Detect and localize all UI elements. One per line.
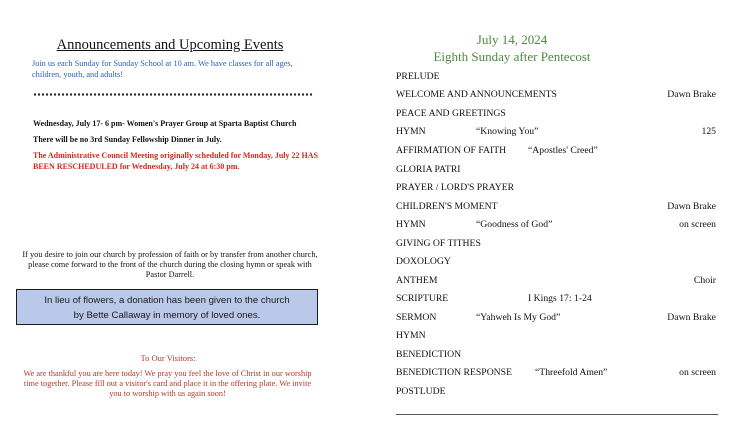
service-occasion: Eighth Sunday after Pentecost bbox=[433, 49, 591, 64]
order-row bbox=[396, 330, 716, 344]
order-item: BENEDICTION bbox=[396, 349, 462, 360]
order-item: CHILDREN'S MOMENT bbox=[396, 201, 498, 212]
order-row bbox=[396, 201, 716, 215]
order-display: on screen bbox=[679, 219, 716, 230]
order-row bbox=[396, 293, 716, 307]
order-row bbox=[396, 256, 716, 270]
order-leader: Dawn Brake bbox=[667, 201, 716, 212]
dotted-divider bbox=[33, 93, 313, 96]
order-item: GIVING OF TITHES bbox=[396, 238, 481, 249]
order-item: POSTLUDE bbox=[396, 386, 446, 397]
order-detail: I Kings 17: 1-24 bbox=[528, 293, 592, 304]
flowers-line-1: In lieu of flowers, a donation has been given to the church bbox=[44, 295, 290, 306]
join-church-text: If you desire to join our church by profession of faith or by transfer from another church, please come forward to the front of the church during the closing hymn or speak with Pastor Darrell. bbox=[22, 250, 318, 279]
order-leader: Choir bbox=[693, 275, 716, 286]
order-row bbox=[396, 145, 716, 159]
order-item: HYMN bbox=[396, 219, 426, 230]
order-row bbox=[396, 367, 716, 381]
event-no-fellowship-dinner: There will be no 3rd Sunday Fellowship Dinner in July. bbox=[33, 135, 222, 144]
order-item: WELCOME AND ANNOUNCEMENTS bbox=[396, 89, 557, 100]
order-item: BENEDICTION RESPONSE bbox=[396, 367, 512, 378]
service-date: July 14, 2024 bbox=[476, 32, 548, 47]
order-row bbox=[396, 238, 716, 252]
order-row bbox=[396, 219, 716, 233]
council-meeting-notice: The Administrative Council Meeting originally scheduled for Monday, July 22 HAS BEEN RESCHEDULED for Wednesday, July 24 at 6:30 pm. bbox=[33, 151, 318, 171]
order-leader: Dawn Brake bbox=[667, 312, 716, 323]
order-display: on screen bbox=[679, 367, 716, 378]
order-item: HYMN bbox=[396, 330, 426, 341]
order-row bbox=[396, 89, 716, 103]
order-item: PRELUDE bbox=[396, 71, 440, 82]
order-detail: “Knowing You” bbox=[476, 126, 539, 137]
order-item: AFFIRMATION OF FAITH bbox=[396, 145, 507, 156]
order-leader: Dawn Brake bbox=[667, 89, 716, 100]
order-item: PEACE AND GREETINGS bbox=[396, 108, 506, 119]
event-womens-prayer: Wednesday, July 17- 6 pm- Women's Prayer Group at Sparta Baptist Church bbox=[33, 119, 297, 128]
order-row bbox=[396, 386, 716, 400]
order-item: SERMON bbox=[396, 312, 437, 323]
order-hymn-number: 125 bbox=[701, 126, 716, 137]
order-row bbox=[396, 108, 716, 122]
order-item: PRAYER / LORD'S PRAYER bbox=[396, 182, 515, 193]
visitors-title: To Our Visitors: bbox=[140, 353, 196, 363]
order-row bbox=[396, 275, 716, 289]
order-item: HYMN bbox=[396, 126, 426, 137]
order-item: GLORIA PATRI bbox=[396, 164, 461, 175]
sunday-school-text: Join us each Sunday for Sunday School at 10 am. We have classes for all ages, children, youth, and adults! bbox=[32, 59, 293, 79]
announcements-title: Announcements and Upcoming Events bbox=[56, 37, 284, 53]
order-row bbox=[396, 126, 716, 140]
order-row bbox=[396, 312, 716, 326]
order-row bbox=[396, 182, 716, 196]
bottom-rule bbox=[396, 414, 718, 415]
order-row bbox=[396, 71, 716, 85]
order-item: ANTHEM bbox=[396, 275, 438, 286]
order-detail: “Goodness of God” bbox=[476, 219, 553, 230]
order-row bbox=[396, 349, 716, 363]
flowers-line-2: by Bette Callaway in memory of loved ones. bbox=[73, 310, 261, 321]
order-item: DOXOLOGY bbox=[396, 256, 451, 267]
flowers-dedication-box bbox=[16, 289, 318, 325]
order-detail: “Yahweh Is My God” bbox=[476, 312, 561, 323]
order-item: SCRIPTURE bbox=[396, 293, 449, 304]
order-detail: “Apostles' Creed” bbox=[528, 145, 598, 156]
visitors-text: We are thankful you are here today! We pray you feel the love of Christ in our worship time together. Please fill out a visitor's card and place it in the offering plate. We invite you to worship with us again soon! bbox=[23, 369, 312, 398]
order-detail: “Threefold Amen” bbox=[535, 367, 608, 378]
order-row bbox=[396, 164, 716, 178]
